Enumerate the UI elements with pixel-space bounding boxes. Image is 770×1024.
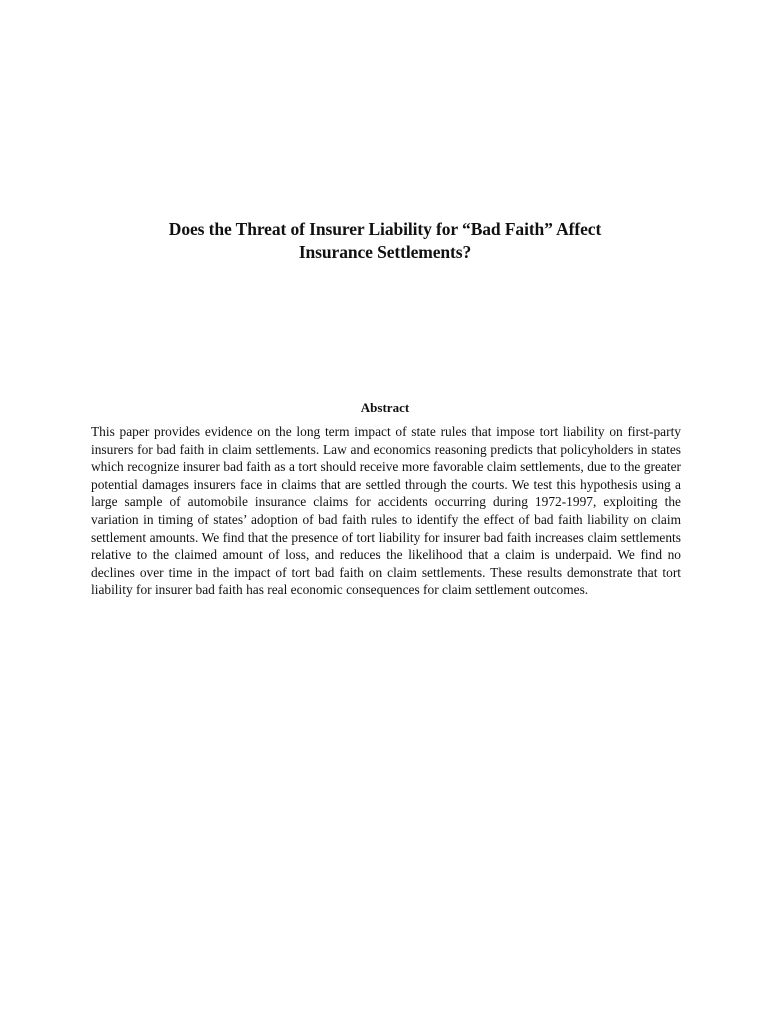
paper-title-line-1: Does the Threat of Insurer Liability for “Bad Faith” Affect bbox=[168, 219, 602, 239]
paper-title-line-2: Insurance Settlements? bbox=[298, 242, 472, 262]
abstract-heading: Abstract bbox=[360, 400, 410, 415]
paper-title bbox=[100, 218, 670, 264]
abstract-body: This paper provides evidence on the long term impact of state rules that impose tort liability on first-party insurers for bad faith in claim settlements. Law and economics reasoning predicts that policyholders in states which recognize insurer bad faith as a tort should receive more favorable claim settlements, due to the greater potential damages insurers face in claims that are settled through the courts. We test this hypothesis using a large sample of automobile insurance claims for accidents occurring during 1972-1997, exploiting the variation in timing of states’ adoption of bad faith rules to identify the effect of bad faith liability on claim settlement amounts. We find that the presence of tort liability for insurer bad faith increases claim settlements relative to the claimed amount of loss, and reduces the likelihood that a claim is underpaid. We find no declines over time in the impact of tort bad faith on claim settlements. These results demonstrate that tort liability for insurer bad faith has real economic consequences for claim settlement outcomes. bbox=[91, 424, 681, 598]
